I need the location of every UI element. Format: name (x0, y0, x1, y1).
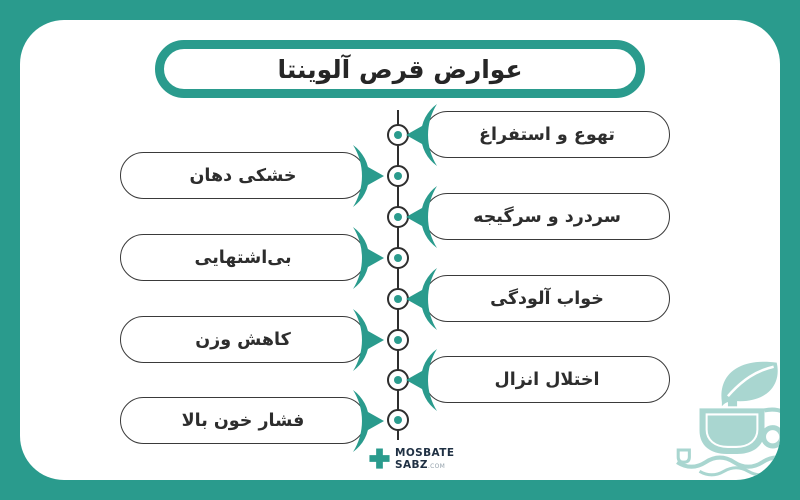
side-effect-pill (424, 275, 670, 322)
side-effect-pill (120, 152, 366, 199)
crescent-bracket-icon (404, 185, 440, 249)
side-effect-item (120, 397, 366, 444)
mosbate-sabz-logo (368, 447, 454, 470)
crescent-bracket-icon (404, 103, 440, 167)
mortar-leaf-watermark-illustration (665, 355, 780, 480)
timeline-node (387, 165, 409, 187)
timeline-node-dot (394, 416, 402, 424)
timeline-node (387, 409, 409, 431)
logo-tld: .COM (427, 462, 446, 470)
crescent-bracket-icon (350, 144, 386, 208)
logo-line1: MOSBATE (395, 447, 455, 459)
side-effect-pill (120, 234, 366, 281)
side-effect-item (424, 111, 670, 158)
side-effect-item (424, 356, 670, 403)
side-effect-item (120, 316, 366, 363)
crescent-bracket-icon (350, 389, 386, 453)
side-effect-pill (424, 193, 670, 240)
side-effect-item (120, 234, 366, 281)
side-effect-pill (424, 111, 670, 158)
side-effect-label: خشکی دهان (189, 165, 297, 186)
timeline-node-dot (394, 336, 402, 344)
timeline-node-dot (394, 213, 402, 221)
page-title: عوارض قرص آلوینتا (277, 54, 523, 84)
logo-line2: SABZ.COM (395, 458, 446, 471)
plus-cross-icon (368, 447, 391, 470)
timeline-node-dot (394, 254, 402, 262)
side-effect-label: فشار خون بالا (181, 410, 305, 431)
timeline-node-dot (394, 172, 402, 180)
crescent-bracket-icon (350, 308, 386, 372)
page-title-pill (155, 40, 645, 98)
timeline-node (387, 247, 409, 269)
side-effect-label: خواب آلودگی (490, 288, 604, 309)
side-effect-item (424, 193, 670, 240)
crescent-bracket-icon (404, 267, 440, 331)
logo-text (395, 447, 454, 470)
side-effect-label: اختلال انزال (494, 369, 600, 390)
timeline-node-dot (394, 131, 402, 139)
side-effect-pill (424, 356, 670, 403)
side-effect-label: سردرد و سرگیجه (473, 206, 621, 227)
side-effect-pill (120, 316, 366, 363)
side-effect-item (424, 275, 670, 322)
side-effect-label: کاهش وزن (195, 329, 291, 350)
side-effect-pill (120, 397, 366, 444)
side-effect-item (120, 152, 366, 199)
crescent-bracket-icon (404, 348, 440, 412)
timeline-node-dot (394, 376, 402, 384)
content-card (20, 20, 780, 480)
side-effect-label: تهوع و استفراغ (479, 124, 615, 145)
side-effect-label: بی‌اشتهایی (194, 247, 292, 268)
crescent-bracket-icon (350, 226, 386, 290)
timeline-node-dot (394, 295, 402, 303)
